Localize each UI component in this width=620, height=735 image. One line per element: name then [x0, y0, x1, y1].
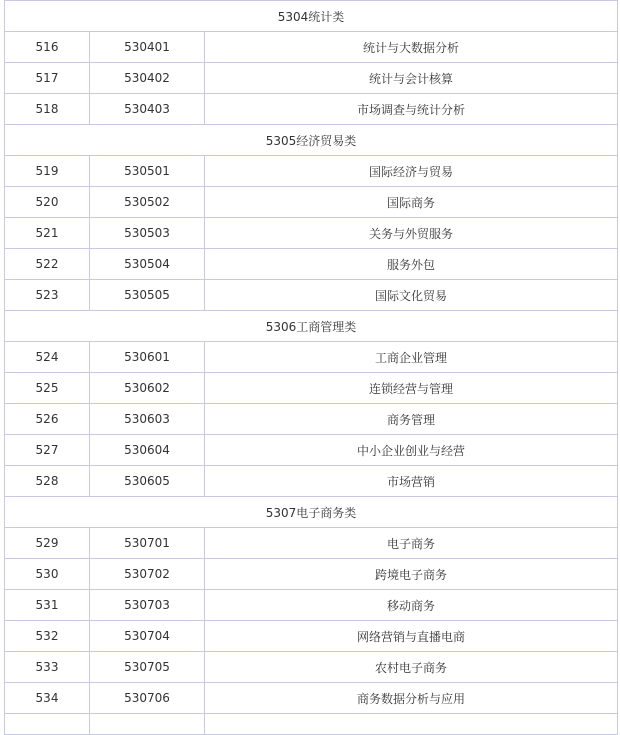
table-row	[5, 249, 618, 280]
major-code-cell: 530705	[90, 652, 205, 683]
serial-number-cell: 524	[5, 342, 90, 373]
category-title: 5306工商管理类	[5, 311, 618, 342]
major-name-cell: 服务外包	[205, 249, 618, 280]
major-name-cell: 连锁经营与管理	[205, 373, 618, 404]
table-row	[5, 435, 618, 466]
major-name-cell: 国际文化贸易	[205, 280, 618, 311]
serial-number-cell: 518	[5, 94, 90, 125]
major-code-cell: 530703	[90, 590, 205, 621]
table-row	[5, 342, 618, 373]
category-header-row	[5, 497, 618, 528]
category-header-row	[5, 1, 618, 32]
table-row	[5, 404, 618, 435]
table-row	[5, 63, 618, 94]
table-row	[5, 559, 618, 590]
major-name-cell: 商务数据分析与应用	[205, 683, 618, 714]
category-title: 5305经济贸易类	[5, 125, 618, 156]
major-code-cell: 530603	[90, 404, 205, 435]
major-code-cell: 530504	[90, 249, 205, 280]
major-code-cell: 530706	[90, 683, 205, 714]
major-name-cell: 跨境电子商务	[205, 559, 618, 590]
stub-cell	[205, 714, 618, 735]
serial-number-cell: 520	[5, 187, 90, 218]
table-row	[5, 621, 618, 652]
serial-number-cell: 526	[5, 404, 90, 435]
major-name-cell: 网络营销与直播电商	[205, 621, 618, 652]
major-name-cell: 市场调查与统计分析	[205, 94, 618, 125]
major-name-cell: 农村电子商务	[205, 652, 618, 683]
major-code-cell: 530704	[90, 621, 205, 652]
category-title: 5307电子商务类	[5, 497, 618, 528]
major-code-cell: 530503	[90, 218, 205, 249]
major-name-cell: 国际商务	[205, 187, 618, 218]
serial-number-cell: 519	[5, 156, 90, 187]
major-code-cell: 530502	[90, 187, 205, 218]
major-code-cell: 530403	[90, 94, 205, 125]
major-code-cell: 530401	[90, 32, 205, 63]
serial-number-cell: 533	[5, 652, 90, 683]
category-header-row	[5, 125, 618, 156]
table-row	[5, 528, 618, 559]
major-name-cell: 统计与会计核算	[205, 63, 618, 94]
table-row	[5, 156, 618, 187]
table-row	[5, 466, 618, 497]
table-row	[5, 94, 618, 125]
major-code-cell: 530604	[90, 435, 205, 466]
major-code-cell: 530605	[90, 466, 205, 497]
major-code-cell: 530602	[90, 373, 205, 404]
major-name-cell: 关务与外贸服务	[205, 218, 618, 249]
serial-number-cell: 525	[5, 373, 90, 404]
serial-number-cell: 531	[5, 590, 90, 621]
table-row	[5, 590, 618, 621]
table-row	[5, 683, 618, 714]
major-code-cell: 530505	[90, 280, 205, 311]
serial-number-cell: 532	[5, 621, 90, 652]
major-code-cell: 530701	[90, 528, 205, 559]
serial-number-cell: 517	[5, 63, 90, 94]
major-name-cell: 移动商务	[205, 590, 618, 621]
table-body	[5, 0, 618, 735]
major-code-cell: 530601	[90, 342, 205, 373]
serial-number-cell: 528	[5, 466, 90, 497]
table-row	[5, 280, 618, 311]
major-code-cell: 530501	[90, 156, 205, 187]
serial-number-cell: 522	[5, 249, 90, 280]
major-name-cell: 统计与大数据分析	[205, 32, 618, 63]
stub-cell	[5, 714, 90, 735]
major-code-cell: 530702	[90, 559, 205, 590]
stub-cell	[90, 714, 205, 735]
table-row	[5, 218, 618, 249]
major-name-cell: 国际经济与贸易	[205, 156, 618, 187]
category-title: 5304统计类	[5, 1, 618, 32]
serial-number-cell: 529	[5, 528, 90, 559]
category-header-row	[5, 311, 618, 342]
serial-number-cell: 534	[5, 683, 90, 714]
table-row	[5, 373, 618, 404]
serial-number-cell: 523	[5, 280, 90, 311]
table-row	[5, 187, 618, 218]
major-code-cell: 530402	[90, 63, 205, 94]
serial-number-cell: 527	[5, 435, 90, 466]
table-bottom-stub-row	[5, 714, 618, 735]
major-name-cell: 电子商务	[205, 528, 618, 559]
serial-number-cell: 530	[5, 559, 90, 590]
serial-number-cell: 516	[5, 32, 90, 63]
table-row	[5, 652, 618, 683]
major-name-cell: 市场营销	[205, 466, 618, 497]
serial-number-cell: 521	[5, 218, 90, 249]
table-row	[5, 32, 618, 63]
major-name-cell: 工商企业管理	[205, 342, 618, 373]
major-name-cell: 商务管理	[205, 404, 618, 435]
major-name-cell: 中小企业创业与经营	[205, 435, 618, 466]
major-catalog-table	[4, 0, 618, 735]
